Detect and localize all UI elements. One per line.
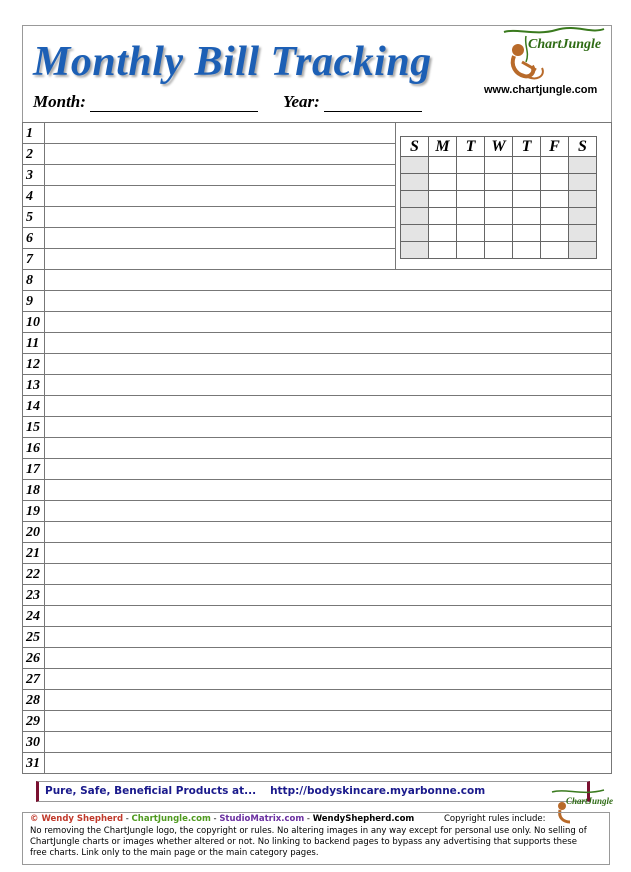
small-logo-text: ChartJungle <box>566 796 614 806</box>
copyright: © Wendy Shepherd <box>30 814 124 824</box>
row-number: 29 <box>23 711 45 731</box>
calendar-cell[interactable] <box>541 225 569 242</box>
row-number: 2 <box>23 144 45 164</box>
calendar-week <box>401 191 597 208</box>
calendar-cell[interactable] <box>513 208 541 225</box>
calendar-cell[interactable] <box>541 174 569 191</box>
row-number: 17 <box>23 459 45 479</box>
calendar-cell[interactable] <box>429 174 457 191</box>
bill-row[interactable] <box>23 711 611 732</box>
bill-row[interactable] <box>23 312 611 333</box>
calendar-cell[interactable] <box>429 242 457 259</box>
row-number: 13 <box>23 375 45 395</box>
calendar-week <box>401 242 597 259</box>
credit-chartjungle[interactable]: ChartJungle.com <box>131 814 211 824</box>
row-number: 23 <box>23 585 45 605</box>
bill-row[interactable] <box>23 333 611 354</box>
row-number: 16 <box>23 438 45 458</box>
row-number: 14 <box>23 396 45 416</box>
month-line[interactable] <box>90 97 258 112</box>
sep: - <box>304 814 313 824</box>
calendar-day-header: S <box>401 137 429 157</box>
credit-wendyshepherd[interactable]: WendyShepherd.com <box>312 814 415 824</box>
bill-row[interactable] <box>23 585 611 606</box>
calendar-cell[interactable] <box>541 208 569 225</box>
credit-studiomatrix[interactable]: StudioMatrix.com <box>219 814 305 824</box>
row-number: 11 <box>23 333 45 353</box>
calendar-cell[interactable] <box>485 157 513 174</box>
promo-bar[interactable] <box>36 781 590 802</box>
calendar-cell[interactable] <box>457 208 485 225</box>
bill-row[interactable] <box>23 375 611 396</box>
calendar-cell[interactable] <box>429 157 457 174</box>
calendar-cell[interactable] <box>569 242 597 259</box>
calendar-cell[interactable] <box>513 225 541 242</box>
row-number: 30 <box>23 732 45 752</box>
row-number: 25 <box>23 627 45 647</box>
page-title: Monthly Bill Tracking <box>33 39 432 85</box>
calendar-cell[interactable] <box>485 208 513 225</box>
calendar-cell[interactable] <box>401 208 429 225</box>
row-number: 22 <box>23 564 45 584</box>
row-number: 26 <box>23 648 45 668</box>
row-number: 10 <box>23 312 45 332</box>
calendar-cell[interactable] <box>569 225 597 242</box>
calendar-cell[interactable] <box>569 208 597 225</box>
bill-row[interactable] <box>23 501 611 522</box>
row-number: 19 <box>23 501 45 521</box>
calendar-cell[interactable] <box>541 157 569 174</box>
bill-row[interactable] <box>23 564 611 585</box>
row-number: 12 <box>23 354 45 374</box>
year-line[interactable] <box>324 97 422 112</box>
calendar-day-header: T <box>513 137 541 157</box>
bill-row[interactable] <box>23 606 611 627</box>
calendar-week <box>401 225 597 242</box>
bill-row[interactable] <box>23 438 611 459</box>
calendar-cell[interactable] <box>541 242 569 259</box>
month-field[interactable] <box>33 92 258 112</box>
calendar-cell[interactable] <box>569 174 597 191</box>
logo-text: ChartJungle <box>528 37 602 52</box>
bill-row[interactable] <box>23 543 611 564</box>
row-number: 15 <box>23 417 45 437</box>
rules-text: No removing the ChartJungle logo, the copyright or rules. No altering images in any way except for personal use only. No selling of ChartJungle charts or images whether altered or not. No linking to backend pages to bypass any advertising that supports these free charts. Link only to the main page or the main category pages. <box>30 826 587 858</box>
bill-entry-cell[interactable] <box>46 186 395 206</box>
bill-row[interactable] <box>23 627 611 648</box>
calendar-cell[interactable] <box>429 208 457 225</box>
calendar-day-header: T <box>457 137 485 157</box>
row-number: 8 <box>23 270 45 290</box>
calendar-cell[interactable] <box>513 242 541 259</box>
bill-entry-cell[interactable] <box>46 144 395 164</box>
calendar-cell[interactable] <box>457 242 485 259</box>
calendar-cell[interactable] <box>457 157 485 174</box>
calendar-cell[interactable] <box>485 191 513 208</box>
calendar-week <box>401 157 597 174</box>
bill-entry-cell[interactable] <box>46 123 395 143</box>
calendar-cell[interactable] <box>485 225 513 242</box>
calendar-cell[interactable] <box>401 225 429 242</box>
calendar-cell[interactable] <box>485 242 513 259</box>
calendar-cell[interactable] <box>401 157 429 174</box>
row-number: 7 <box>23 249 45 269</box>
row-number: 9 <box>23 291 45 311</box>
footer-credits <box>30 814 414 824</box>
row-number: 28 <box>23 690 45 710</box>
calendar-cell[interactable] <box>541 191 569 208</box>
bill-row[interactable] <box>23 396 611 417</box>
calendar-cell[interactable] <box>569 191 597 208</box>
bill-row[interactable] <box>23 417 611 438</box>
row-number: 5 <box>23 207 45 227</box>
bill-entry-cell[interactable] <box>46 207 395 227</box>
calendar-cell[interactable] <box>513 174 541 191</box>
bill-row[interactable] <box>23 753 611 773</box>
promo-text: Pure, Safe, Beneficial Products at... <box>45 785 257 797</box>
year-label: Year: <box>283 92 320 111</box>
row-number: 1 <box>23 123 45 143</box>
calendar-cell[interactable] <box>457 225 485 242</box>
bill-row[interactable] <box>23 648 611 669</box>
row-number: 27 <box>23 669 45 689</box>
row-number: 4 <box>23 186 45 206</box>
row-number: 31 <box>23 753 45 773</box>
calendar-day-header: W <box>485 137 513 157</box>
bill-row[interactable] <box>23 669 611 690</box>
calendar-day-header: M <box>429 137 457 157</box>
calendar-week <box>401 208 597 225</box>
bill-row[interactable] <box>23 459 611 480</box>
calendar-cell[interactable] <box>569 157 597 174</box>
row-number: 20 <box>23 522 45 542</box>
bill-entry-cell[interactable] <box>46 249 395 269</box>
mini-calendar <box>400 136 597 259</box>
row-number: 3 <box>23 165 45 185</box>
calendar-cell[interactable] <box>401 191 429 208</box>
bill-entry-cell[interactable] <box>46 228 395 248</box>
bill-row[interactable] <box>23 690 611 711</box>
bill-row[interactable] <box>23 480 611 501</box>
sep: - <box>123 814 132 824</box>
row-number: 6 <box>23 228 45 248</box>
bill-row[interactable] <box>23 732 611 753</box>
year-field[interactable] <box>283 92 422 112</box>
promo-url[interactable]: http://bodyskincare.myarbonne.com <box>270 785 486 797</box>
calendar-cell[interactable] <box>429 225 457 242</box>
logo-url[interactable]: www.chartjungle.com <box>484 84 598 96</box>
bill-row[interactable] <box>23 354 611 375</box>
calendar-cell[interactable] <box>457 174 485 191</box>
calendar-cell[interactable] <box>401 174 429 191</box>
month-label: Month: <box>33 92 86 111</box>
calendar-week <box>401 174 597 191</box>
bill-row[interactable] <box>23 522 611 543</box>
row-number: 21 <box>23 543 45 563</box>
row-number: 18 <box>23 480 45 500</box>
bill-row[interactable] <box>23 270 611 291</box>
calendar-day-header: F <box>541 137 569 157</box>
calendar-cell[interactable] <box>513 157 541 174</box>
sep: - <box>210 814 220 824</box>
calendar-cell[interactable] <box>513 191 541 208</box>
row-number: 24 <box>23 606 45 626</box>
rules-intro: Copyright rules include: <box>444 814 546 824</box>
chartjungle-logo <box>496 26 608 82</box>
bill-row[interactable] <box>23 291 611 312</box>
calendar-cell[interactable] <box>429 191 457 208</box>
calendar-cell[interactable] <box>457 191 485 208</box>
bill-entry-cell[interactable] <box>46 165 395 185</box>
calendar-day-header: S <box>569 137 597 157</box>
calendar-cell[interactable] <box>401 242 429 259</box>
calendar-cell[interactable] <box>485 174 513 191</box>
